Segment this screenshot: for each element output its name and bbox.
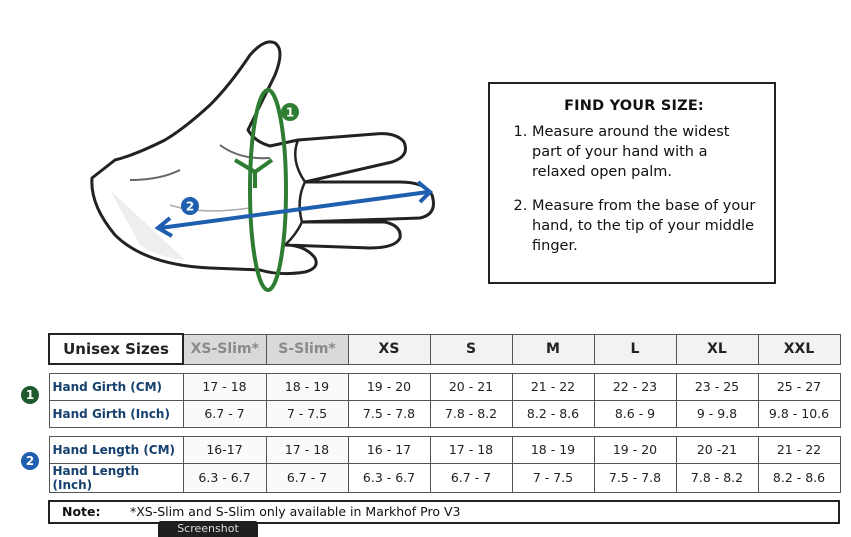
table-cell: 18 - 19 <box>266 373 348 400</box>
table-cell: 16 - 17 <box>348 436 430 463</box>
instruction-step: 2. Measure from the base of your hand, to the tip of your middle finger. <box>532 196 760 256</box>
table-cell: 6.7 - 7 <box>430 463 512 492</box>
table-cell: 7.5 - 7.8 <box>348 400 430 427</box>
table-cell: 8.6 - 9 <box>594 400 676 427</box>
table-cell: 6.7 - 7 <box>266 463 348 492</box>
table-cell: 7 - 7.5 <box>266 400 348 427</box>
table-cell: 16-17 <box>183 436 266 463</box>
table-row <box>49 373 840 400</box>
instructions-title: FIND YOUR SIZE: <box>564 98 704 114</box>
table-cell: 7.5 - 7.8 <box>594 463 676 492</box>
table-row <box>49 463 840 492</box>
hand-drawing <box>70 30 450 310</box>
girth-group-marker-icon: 1 <box>21 386 39 404</box>
row-label: Hand Girth (CM) <box>49 373 183 400</box>
unisex-sizes-label: Unisex Sizes <box>49 334 183 364</box>
note-text: *XS-Slim and S-Slim only available in Markhof Pro V3 <box>129 504 461 519</box>
length-marker-number: 2 <box>185 199 195 214</box>
table-spacer <box>49 364 840 373</box>
table-cell: 17 - 18 <box>266 436 348 463</box>
table-cell: 18 - 19 <box>512 436 594 463</box>
size-chart-table <box>48 333 841 493</box>
screenshot-button[interactable]: Screenshot <box>158 521 258 537</box>
table-row <box>49 400 840 427</box>
instruction-step: 1. Measure around the widest part of your hand with a relaxed open palm. <box>532 122 760 182</box>
table-cell: 9.8 - 10.6 <box>758 400 840 427</box>
hand-illustration <box>70 30 450 310</box>
table-cell: 9 - 9.8 <box>676 400 758 427</box>
length-group-marker-icon: 2 <box>21 452 39 470</box>
row-label: Hand Girth (Inch) <box>49 400 183 427</box>
table-cell: 8.2 - 8.6 <box>512 400 594 427</box>
size-header: L <box>594 334 676 364</box>
table-cell: 21 - 22 <box>758 436 840 463</box>
size-header: M <box>512 334 594 364</box>
table-cell: 21 - 22 <box>512 373 594 400</box>
table-cell: 6.7 - 7 <box>183 400 266 427</box>
table-cell: 17 - 18 <box>430 436 512 463</box>
table-cell: 20 - 21 <box>430 373 512 400</box>
table-cell: 7.8 - 8.2 <box>676 463 758 492</box>
size-header: XL <box>676 334 758 364</box>
table-cell: 6.3 - 6.7 <box>348 463 430 492</box>
table-cell: 7.8 - 8.2 <box>430 400 512 427</box>
table-cell: 23 - 25 <box>676 373 758 400</box>
size-header-row <box>49 334 840 364</box>
row-label: Hand Length (Inch) <box>49 463 183 492</box>
table-cell: 17 - 18 <box>183 373 266 400</box>
size-header: XS-Slim* <box>183 334 266 364</box>
size-header: XXL <box>758 334 840 364</box>
table-spacer <box>49 427 840 436</box>
row-label: Hand Length (CM) <box>49 436 183 463</box>
table-cell: 7 - 7.5 <box>512 463 594 492</box>
table-row <box>49 436 840 463</box>
table-cell: 19 - 20 <box>348 373 430 400</box>
table-cell: 6.3 - 6.7 <box>183 463 266 492</box>
note-label: Note: <box>62 504 101 519</box>
table-cell: 20 -21 <box>676 436 758 463</box>
size-header: XS <box>348 334 430 364</box>
table-cell: 25 - 27 <box>758 373 840 400</box>
table-cell: 19 - 20 <box>594 436 676 463</box>
girth-marker-number: 1 <box>285 105 295 120</box>
find-your-size-box <box>488 82 776 284</box>
size-header: S <box>430 334 512 364</box>
table-cell: 22 - 23 <box>594 373 676 400</box>
size-header: S-Slim* <box>266 334 348 364</box>
table-cell: 8.2 - 8.6 <box>758 463 840 492</box>
instructions-list <box>508 122 760 256</box>
